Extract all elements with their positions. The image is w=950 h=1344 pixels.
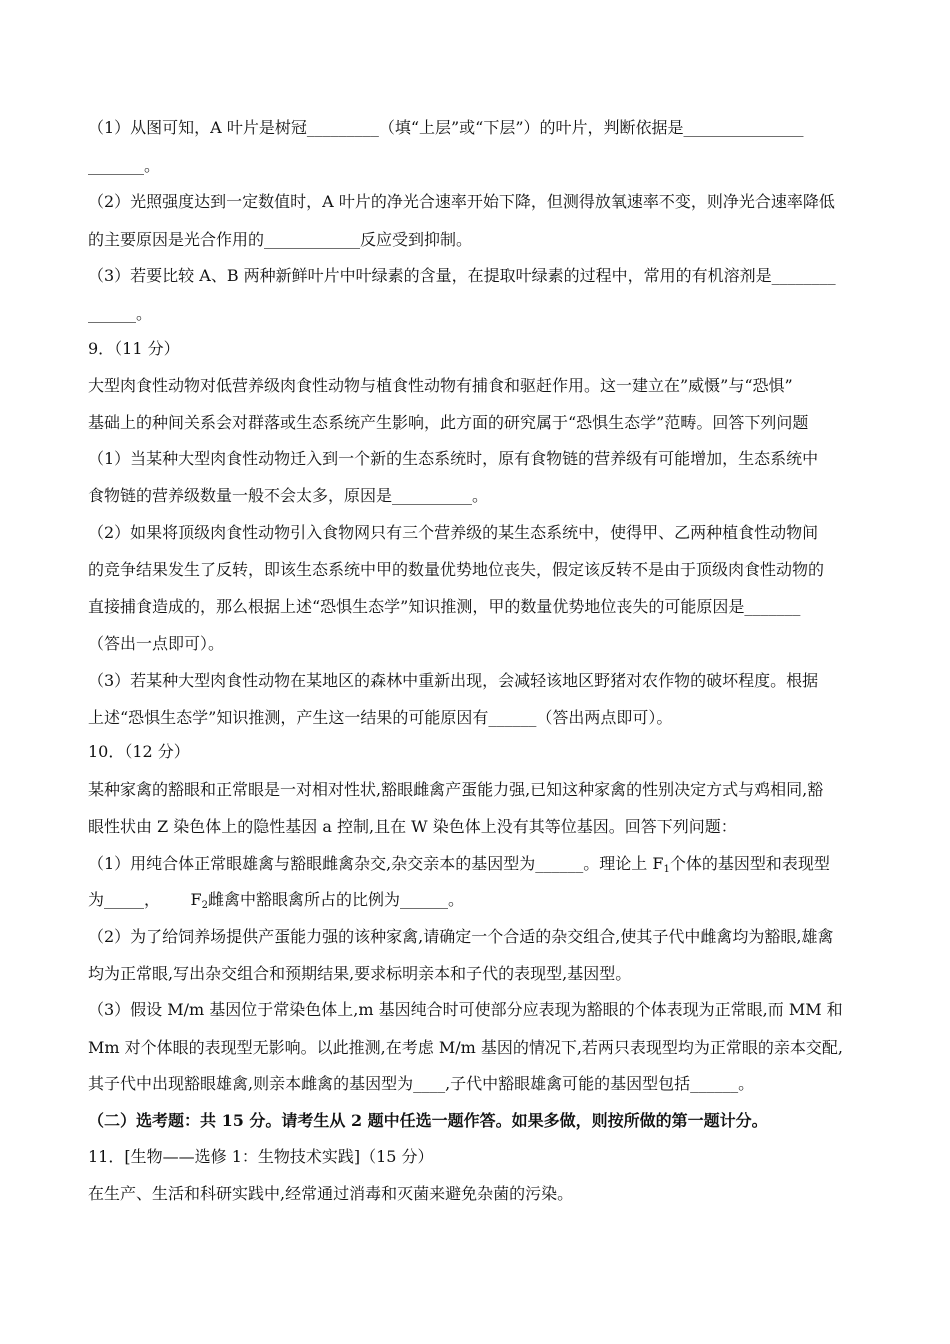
q10-part1-text-d: 雌禽中豁眼禽所占的比例为______。 — [208, 890, 465, 909]
q10-part3-line1: （3）假设 M/m 基因位于常染色体上,m 基因纯合时可使部分应表现为豁眼的个体表现为正常眼,而 MM 和 — [88, 1000, 843, 1019]
q10-header: 10．（12 分） — [88, 742, 190, 761]
q9-part2-line1: （2）如果将顶级肉食性动物引入食物网只有三个营养级的某生态系统中，使得甲、乙两种植食性动物间 — [88, 523, 819, 542]
q8-part3-line2: ______。 — [88, 304, 153, 323]
q8-part2-line2: 的主要原因是光合作用的____________反应受到抑制。 — [88, 230, 473, 249]
q9-part1-line2: 食物链的营养级数量一般不会太多，原因是__________。 — [88, 486, 489, 505]
f2-subscript: 2 — [201, 900, 208, 911]
q9-intro-line1: 大型肉食性动物对低营养级肉食性动物与植食性动物有捕食和驱赶作用。这一建立在”威慑”与“恐惧” — [88, 376, 793, 395]
q10-part3-line2: Mm 对个体眼的表现型无影响。以此推测,在考虑 M/m 基因的情况下,若两只表现型均为正常眼的亲本交配, — [88, 1038, 844, 1057]
q8-part3-line1: （3）若要比较 A、B 两种新鲜叶片中叶绿素的含量，在提取叶绿素的过程中，常用的有机溶剂是________ — [88, 266, 836, 285]
q9-header: 9．（11 分） — [88, 339, 180, 358]
elective-section-heading: （二）选考题：共 15 分。请考生从 2 题中任选一题作答。如果多做，则按所做的第一题计分。 — [88, 1111, 768, 1130]
q10-intro-line2: 眼性状由 Z 染色体上的隐性基因 a 控制,且在 W 染色体上没有其等位基因。回答下列问题： — [88, 817, 737, 836]
q10-part1-text-a: （1）用纯合体正常眼雄禽与豁眼雌禽杂交,杂交亲本的基因型为______。理论上 F — [88, 854, 664, 873]
q9-part2-line2: 的竞争结果发生了反转，即该生态系统中甲的数量优势地位丧失，假定该反转不是由于顶级肉食性动物的 — [88, 560, 825, 579]
f1-subscript: 1 — [663, 864, 670, 875]
q8-part1-line1: （1）从图可知，A 叶片是树冠_________（填“上层”或“下层”）的叶片，判断依据是_______________ — [88, 118, 804, 137]
q10-part1-line1 — [88, 853, 830, 875]
q9-part3-line1: （3）若某种大型肉食性动物在某地区的森林中重新出现，会减轻该地区野猪对农作物的破坏程度。根据 — [88, 671, 819, 690]
q8-part1-line2: _______。 — [88, 156, 161, 175]
q10-part1-line2 — [88, 889, 464, 911]
q11-intro: 在生产、生活和科研实践中,经常通过消毒和灭菌来避免杂菌的污染。 — [88, 1184, 574, 1203]
q9-part3-line2: 上述“恐惧生态学”知识推测，产生这一结果的可能原因有______（答出两点即可）。 — [88, 708, 673, 727]
q10-part2-line1: （2）为了给饲养场提供产蛋能力强的该种家禽,请确定一个合适的杂交组合,使其子代中雌禽均为豁眼,雄禽 — [88, 927, 834, 946]
q9-intro-line2: 基础上的种间关系会对群落或生态系统产生影响，此方面的研究属于“恐惧生态学”范畴。回答下列问题 — [88, 413, 809, 432]
q10-part3-line3: 其子代中出现豁眼雄禽,则亲本雌禽的基因型为____,子代中豁眼雄禽可能的基因型包括______。 — [88, 1074, 755, 1093]
q8-part2-line1: （2）光照强度达到一定数值时，A 叶片的净光合速率开始下降，但测得放氧速率不变，则净光合速率降低 — [88, 192, 835, 211]
q9-part1-line1: （1）当某种大型肉食性动物迁入到一个新的生态系统时，原有食物链的营养级有可能增加，生态系统中 — [88, 449, 819, 468]
q11-header: 11．[生物——选修 1：生物技术实践]（15 分） — [88, 1147, 434, 1166]
q10-part1-text-b: 个体的基因型和表现型 — [669, 854, 830, 873]
q10-part2-line2: 均为正常眼,写出杂交组合和预期结果,要求标明亲本和子代的表现型,基因型。 — [88, 964, 632, 983]
q10-part1-text-c: 为_____， F — [88, 890, 202, 909]
q9-part2-line4: （答出一点即可）。 — [88, 634, 225, 653]
q9-part2-line3: 直接捕食造成的，那么根据上述“恐惧生态学”知识推测，甲的数量优势地位丧失的可能原因是_______ — [88, 597, 801, 616]
q10-intro-line1: 某种家禽的豁眼和正常眼是一对相对性状,豁眼雌禽产蛋能力强,已知这种家禽的性别决定方式与鸡相同,豁 — [88, 780, 824, 799]
